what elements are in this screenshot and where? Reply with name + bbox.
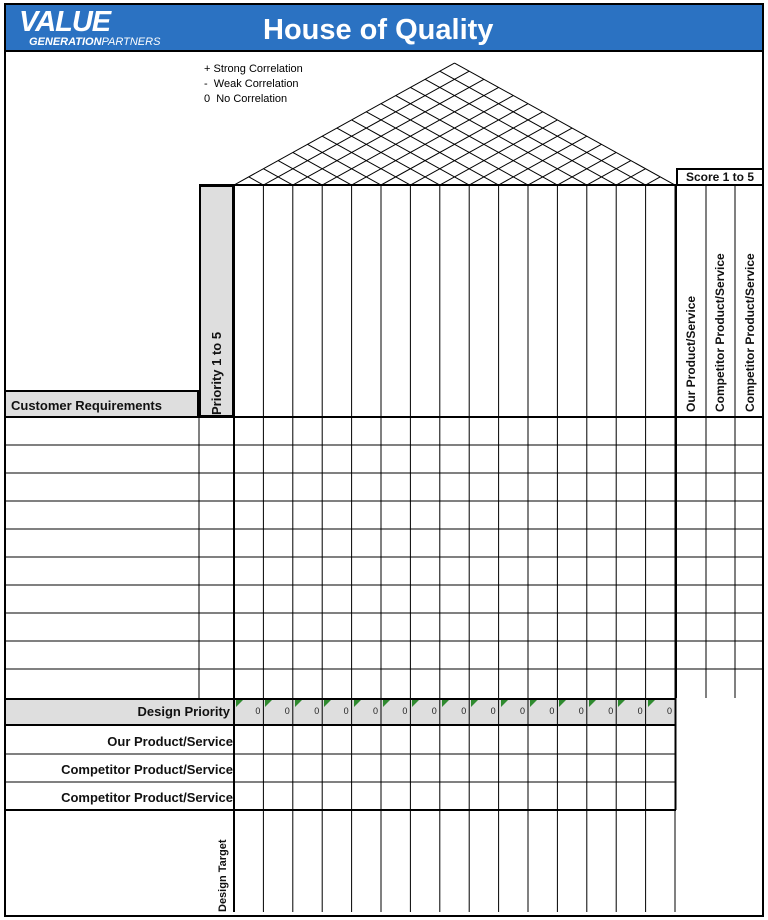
- legend-none: 0 No Correlation: [204, 93, 288, 105]
- design-priority-value: 0: [314, 706, 320, 716]
- design-priority-value: 0: [667, 706, 673, 716]
- design-priority-value: 0: [578, 706, 584, 716]
- design-priority-value: 0: [402, 706, 408, 716]
- sheet-border: [4, 3, 764, 917]
- page-title: House of Quality: [263, 14, 494, 46]
- design-priority-value: 0: [490, 706, 496, 716]
- design-priority-value: 0: [637, 706, 643, 716]
- design-priority-value: 0: [520, 706, 526, 716]
- priority-header-label: Priority 1 to 5: [209, 331, 224, 415]
- logo-subtitle-thin: PARTNERS: [101, 36, 161, 48]
- legend-strong: + Strong Correlation: [204, 63, 303, 75]
- design-priority-value: 0: [284, 706, 290, 716]
- design-priority-value: 0: [343, 706, 349, 716]
- score-column-label-competitor-2: Competitor Product/Service: [743, 253, 757, 412]
- design-target-label: Design Target: [217, 839, 229, 912]
- legend-weak: - Weak Correlation: [204, 78, 299, 90]
- score-column-label-competitor-1: Competitor Product/Service: [713, 253, 727, 412]
- score-header: Score 1 to 5: [676, 168, 764, 186]
- design-priority-label: Design Priority: [5, 698, 234, 726]
- design-priority-value: 0: [608, 706, 614, 716]
- comparison-row-label-our-product: Our Product/Service: [107, 734, 233, 749]
- design-priority-value: 0: [431, 706, 437, 716]
- logo-wordmark: VALUE: [19, 6, 111, 38]
- comparison-row-label-competitor-2: Competitor Product/Service: [61, 790, 233, 805]
- design-priority-value: 0: [461, 706, 467, 716]
- customer-requirements-header: Customer Requirements: [5, 390, 199, 417]
- score-column-label-our-product: Our Product/Service: [684, 295, 698, 412]
- comparison-row-label-competitor-1: Competitor Product/Service: [61, 762, 233, 777]
- logo-subtitle-bold: GENERATION: [29, 36, 102, 48]
- design-priority-value: 0: [373, 706, 379, 716]
- design-priority-value: 0: [255, 706, 261, 716]
- design-priority-value: 0: [549, 706, 555, 716]
